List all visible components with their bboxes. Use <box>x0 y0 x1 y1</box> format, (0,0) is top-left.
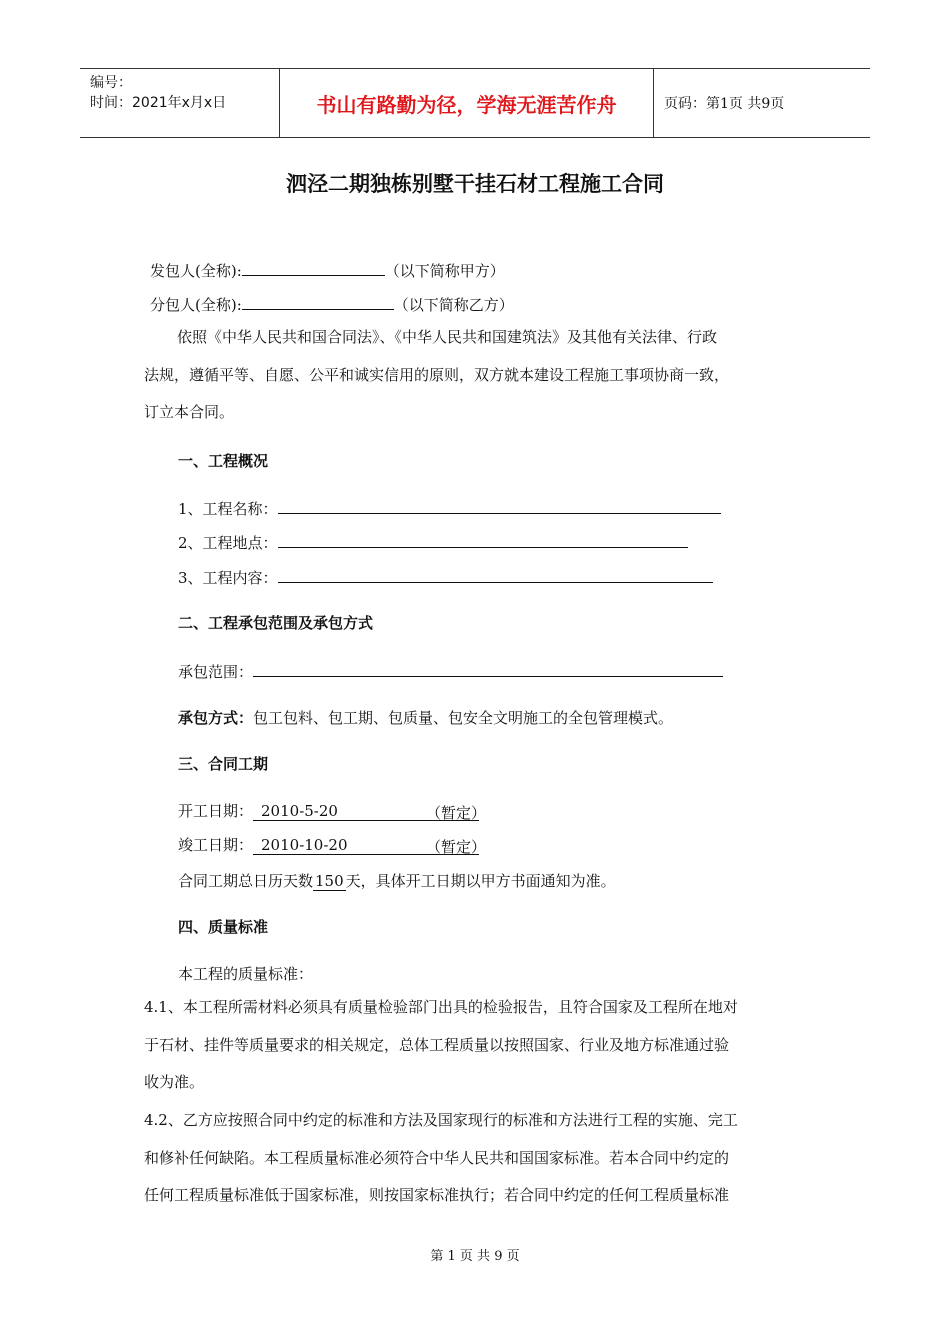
project-content-blank <box>278 566 713 583</box>
party-a-line <box>150 259 505 281</box>
start-date-field <box>253 802 487 822</box>
project-location-blank <box>278 531 688 548</box>
document-title: 泗泾二期独栋别墅干挂石材工程施工合同 <box>286 172 664 196</box>
quality-intro: 本工程的质量标准： <box>178 965 314 983</box>
section-4-heading: 四、质量标准 <box>178 918 269 936</box>
total-days-value: 150 <box>315 872 344 890</box>
end-date-note: （暂定） <box>426 838 487 856</box>
clause-4-2-line-3: 任何工程质量标准低于国家标准，则按国家标准执行；若合同中约定的任何工程质量标准 <box>144 1186 730 1204</box>
mode-line <box>178 707 673 728</box>
page-footer: 第 1 页 共 9 页 <box>430 1249 520 1264</box>
section-3-heading: 三、合同工期 <box>178 755 269 773</box>
party-a-label: 发包人(全称): <box>150 262 242 280</box>
project-location-label: 2、工程地点： <box>178 534 278 552</box>
start-date-value: 2010-5-20 <box>261 802 338 820</box>
scope-line <box>178 660 723 682</box>
clause-4-1-line-2: 于石材、挂件等质量要求的相关规定，总体工程质量以按照国家、行业及地方标准通过验 <box>144 1035 730 1054</box>
scope-blank <box>253 660 723 677</box>
total-days-suffix: 天，具体开工日期以甲方书面通知为准。 <box>345 872 616 890</box>
start-date-line <box>178 800 487 822</box>
start-date-label: 开工日期： <box>178 802 254 820</box>
number-label: 编号： <box>90 75 132 91</box>
clause-4-1-line-1: 4.1、本工程所需材料必须具有质量检验部门出具的检验报告，且符合国家及工程所在地对 <box>144 998 738 1016</box>
intro-line-2: 法规，遵循平等、自愿、公平和诚实信用的原则，双方就本建设工程施工事项协商一致， <box>144 365 730 384</box>
clause-4-2 <box>144 1102 812 1215</box>
end-date-label: 竣工日期： <box>178 836 254 854</box>
start-date-note: （暂定） <box>426 804 487 822</box>
mode-label: 承包方式： <box>178 709 254 727</box>
end-date-value: 2010-10-20 <box>261 836 348 854</box>
party-b-note: （以下简称乙方） <box>393 296 514 314</box>
clause-4-2-line-2: 和修补任何缺陷。本工程质量标准必须符合中华人民共和国国家标准。若本合同中约定的 <box>144 1148 730 1167</box>
party-a-note: （以下简称甲方） <box>384 262 505 280</box>
party-b-label: 分包人(全称): <box>150 296 242 314</box>
intro-line-3: 订立本合同。 <box>144 403 235 421</box>
clause-4-2-line-1: 4.2、乙方应按照合同中约定的标准和方法及国家现行的标准和方法进行工程的实施、完工 <box>144 1111 738 1129</box>
clause-4-1 <box>144 989 812 1102</box>
scope-label: 承包范围： <box>178 663 254 681</box>
intro-paragraph <box>144 319 812 432</box>
total-days-line <box>178 870 616 891</box>
project-content-label: 3、工程内容： <box>178 569 278 587</box>
project-name-line <box>178 497 721 519</box>
time-label: 时间：2021年x月x日 <box>90 95 227 111</box>
party-b-blank <box>242 293 394 310</box>
project-name-blank <box>278 497 721 514</box>
section-1-heading: 一、工程概况 <box>178 452 269 470</box>
party-a-blank <box>242 259 385 276</box>
header-left-cell <box>80 69 280 137</box>
header-page-label: 页码：第1页 共9页 <box>664 96 785 112</box>
section-2-heading: 二、工程承包范围及承包方式 <box>178 614 374 632</box>
mode-text: 包工包料、包工期、包质量、包安全文明施工的全包管理模式。 <box>253 709 674 727</box>
party-b-line <box>150 293 514 315</box>
end-date-field <box>253 836 487 856</box>
end-date-line <box>178 834 487 856</box>
header-motto: 书山有路勤为径，学海无涯苦作舟 <box>280 69 654 137</box>
project-location-line <box>178 531 688 553</box>
intro-line-1: 依照《中华人民共和国合同法》、《中华人民共和国建筑法》及其他有关法律、行政 <box>177 328 718 346</box>
clause-4-1-line-3: 收为准。 <box>144 1073 205 1091</box>
project-name-label: 1、工程名称： <box>178 500 278 518</box>
document-header <box>80 68 870 138</box>
total-days-prefix: 合同工期总日历天数 <box>178 872 314 890</box>
project-content-line <box>178 566 713 588</box>
